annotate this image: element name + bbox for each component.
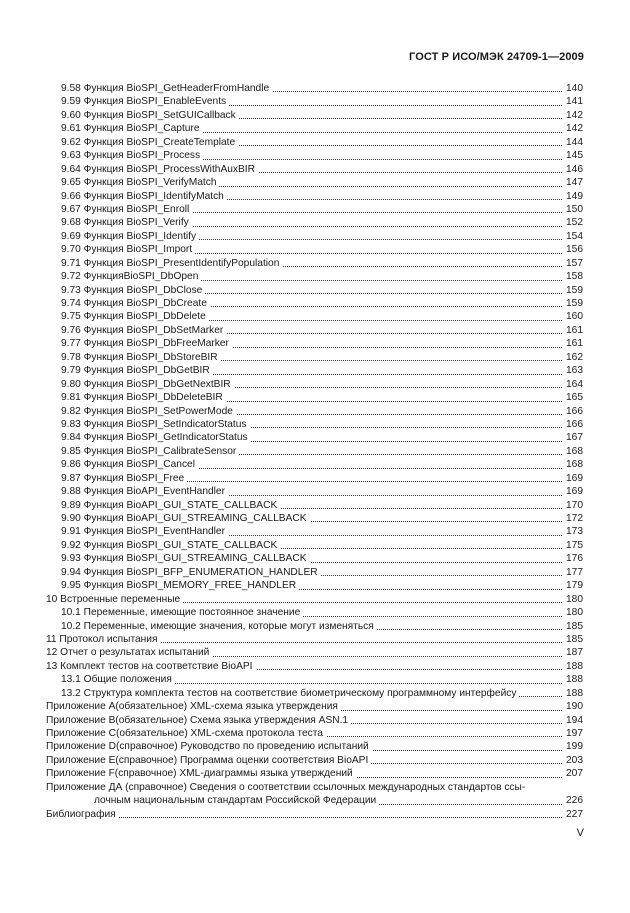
toc-entry-title: 9.86 Функция BioSPI_Cancel: [61, 458, 198, 471]
toc-entry-title: 9.79 Функция BioSPI_DbGetBIR: [61, 364, 213, 377]
toc-entry-title: 9.58 Функция BioSPI_GetHeaderFromHandle: [61, 82, 272, 95]
toc-entry: [0, 122, 630, 135]
toc-entry-title: Приложение F(справочное) XML-диаграммы языка утверждений: [46, 767, 356, 780]
toc-entry: [0, 337, 630, 350]
toc-entry-title: 9.75 Функция BioSPI_DbDelete: [61, 310, 209, 323]
toc-entry-title: 9.63 Функция BioSPI_Process: [61, 149, 203, 162]
toc-entry-title: 9.61 Функция BioSPI_Capture: [61, 122, 203, 135]
toc-entry: [0, 418, 630, 431]
toc-entry: [0, 687, 630, 700]
toc-entry: [0, 646, 630, 659]
toc-entry-title: 10.2 Переменные, имеющие значения, которые могут изменяться: [61, 620, 377, 633]
toc-entry-page: 159: [562, 297, 583, 310]
toc-entry: [0, 203, 630, 216]
toc-leader-dots: [46, 817, 562, 818]
toc-entry-title: 10 Встроенные переменные: [46, 593, 183, 606]
toc-entry-page: 172: [562, 512, 583, 525]
toc-entry: [0, 512, 630, 525]
toc-entry: [0, 230, 630, 243]
toc-entry: [0, 284, 630, 297]
toc-entry-page: 161: [562, 324, 583, 337]
toc-entry-title: Приложение D(справочное) Руководство по проведению испытаний: [46, 740, 372, 753]
toc-entry-page: 152: [562, 216, 583, 229]
toc-entry: [0, 270, 630, 283]
toc-entry-page: 168: [562, 445, 583, 458]
toc-entry: [0, 727, 630, 740]
toc-entry: [0, 552, 630, 565]
toc-entry: [0, 700, 630, 713]
toc-entry: [0, 525, 630, 538]
toc-entry: [0, 95, 630, 108]
toc-entry-page: 188: [562, 687, 583, 700]
toc-entry-title: 9.95 Функция BioSPI_MEMORY_FREE_HANDLER: [61, 579, 299, 592]
toc-entry: [0, 405, 630, 418]
toc-entry: [0, 566, 630, 579]
toc-entry-title: 13 Комплект тестов на соответствие BioAPI: [46, 660, 256, 673]
toc-entry-page: 197: [562, 727, 583, 740]
toc-entry-title: 9.74 Функция BioSPI_DbCreate: [61, 297, 210, 310]
toc-entry-title: 9.69 Функция BioSPI_Identify: [61, 230, 199, 243]
toc-entry-title: 9.88 Функция BioAPI_EventHandler: [61, 485, 228, 498]
toc-entry-title: 9.65 Функция BioSPI_VerifyMatch: [61, 176, 219, 189]
toc-entry-page: 144: [562, 136, 583, 149]
toc-entry-title: Приложение ДА (справочное) Сведения о соответствии ссылочных международных стандартов ссы-: [46, 781, 528, 794]
toc-entry: [0, 431, 630, 444]
toc-entry-page: 161: [562, 337, 583, 350]
toc-entry: [0, 472, 630, 485]
toc-entry-page: 188: [562, 673, 583, 686]
toc-entry-title: 11 Протокол испытания: [46, 633, 161, 646]
toc-entry-title: 9.85 Функция BioSPI_CalibrateSensor: [61, 445, 239, 458]
toc-entry-page: 177: [562, 566, 583, 579]
toc-entry: [0, 458, 630, 471]
toc-entry: [0, 445, 630, 458]
toc-entry-page: 188: [562, 660, 583, 673]
toc-entry: [0, 176, 630, 189]
toc-entry: [0, 485, 630, 498]
toc-entry: [0, 136, 630, 149]
toc-entry-page: 169: [562, 485, 583, 498]
toc-entry-page: 140: [562, 82, 583, 95]
toc-entry-title: 9.59 Функция BioSPI_EnableEvents: [61, 95, 229, 108]
toc-entry-page: 159: [562, 284, 583, 297]
toc-entry-page: 146: [562, 163, 583, 176]
toc-entry: [0, 499, 630, 512]
toc-entry-title: 9.73 Функция BioSPI_DbClose: [61, 284, 205, 297]
toc-entry-title: 9.71 Функция BioSPI_PresentIdentifyPopulation: [61, 257, 282, 270]
toc-entry: [0, 216, 630, 229]
toc-entry-page: 187: [562, 646, 583, 659]
toc-entry-page: 173: [562, 525, 583, 538]
toc-entry-title: 9.77 Функция BioSPI_DbFreeMarker: [61, 337, 232, 350]
toc-entry-page: 157: [562, 257, 583, 270]
toc-entry-title: 9.87 Функция BioSPI_Free: [61, 472, 187, 485]
toc-entry-page: 142: [562, 122, 583, 135]
toc-entry-title: 9.83 Функция BioSPI_SetIndicatorStatus: [61, 418, 250, 431]
toc-entry-page: 168: [562, 458, 583, 471]
toc-entry: [0, 391, 630, 404]
toc-entry-title: 9.78 Функция BioSPI_DbStoreBIR: [61, 351, 221, 364]
toc-entry-page: 180: [562, 593, 583, 606]
toc-entry-title: 9.94 Функция BioSPI_BFP_ENUMERATION_HANDLER: [61, 566, 321, 579]
toc-entry-title: 9.76 Функция BioSPI_DbSetMarker: [61, 324, 226, 337]
toc-entry-page: 176: [562, 552, 583, 565]
toc-entry: [0, 149, 630, 162]
toc-entry: [0, 190, 630, 203]
toc-entry: [0, 593, 630, 606]
toc-entry: [0, 781, 630, 808]
toc-entry-page: 180: [562, 606, 583, 619]
toc-entry-title: 9.64 Функция BioSPI_ProcessWithAuxBIR: [61, 163, 258, 176]
toc-entry: [0, 378, 630, 391]
toc-entry-title: 9.84 Функция BioSPI_GetIndicatorStatus: [61, 431, 251, 444]
toc-entry: [0, 109, 630, 122]
toc-entry: [0, 620, 630, 633]
toc-entry-title: 13.2 Структура комплекта тестов на соответствие биометрическому программному интерфейсу: [61, 687, 519, 700]
toc-entry-title: 10.1 Переменные, имеющие постоянное значение: [61, 606, 303, 619]
toc-entry-page: 149: [562, 190, 583, 203]
toc-entry: [0, 714, 630, 727]
toc-entry-page: 185: [562, 620, 583, 633]
toc-entry-page: 147: [562, 176, 583, 189]
toc-entry: [0, 297, 630, 310]
toc-entry-title: 9.68 Функция BioSPI_Verify: [61, 216, 192, 229]
toc-entry-page: 160: [562, 310, 583, 323]
toc-entry-page: 185: [562, 633, 583, 646]
toc-entry: [0, 324, 630, 337]
toc-entry-page: 145: [562, 149, 583, 162]
toc-entry: [0, 767, 630, 780]
toc-entry-page: 165: [562, 391, 583, 404]
toc-entry-page: 194: [562, 714, 583, 727]
toc-entry-title: 9.89 Функция BioAPI_GUI_STATE_CALLBACK: [61, 499, 280, 512]
toc-entry-page: 226: [562, 794, 583, 807]
toc-entry: [0, 539, 630, 552]
toc-entry-page: 158: [562, 270, 583, 283]
toc-entry: [0, 633, 630, 646]
toc-entry-title: 9.82 Функция BioSPI_SetPowerMode: [61, 405, 236, 418]
toc-entry-page: 179: [562, 579, 583, 592]
toc-entry-title-continued: лочным национальным стандартам Российской Федерации: [94, 794, 379, 807]
toc-entry: [0, 257, 630, 270]
toc-entry-title: Библиография: [46, 808, 119, 821]
toc-entry-title: 9.92 Функция BioSPI_GUI_STATE_CALLBACK: [61, 539, 280, 552]
toc-entry-title: 9.60 Функция BioSPI_SetGUICallback: [61, 109, 239, 122]
toc-entry-page: 154: [562, 230, 583, 243]
toc-entry: [0, 364, 630, 377]
toc-entry-title: Приложение E(справочное) Программа оценки соответствия BioAPI: [46, 754, 371, 767]
toc-entry-page: 175: [562, 539, 583, 552]
toc-entry-page: 167: [562, 431, 583, 444]
toc-entry-page: 199: [562, 740, 583, 753]
toc-entry-title: Приложение B(обязательное) Схема языка утверждения ASN.1: [46, 714, 351, 727]
toc-entry-title: 9.81 Функция BioSPI_DbDeleteBIR: [61, 391, 226, 404]
toc-entry-page: 142: [562, 109, 583, 122]
toc-entry: [0, 351, 630, 364]
toc-entry: [0, 310, 630, 323]
toc-entry-title: 9.72 ФункцияBioSPI_DbOpen: [61, 270, 201, 283]
toc-entry-title: 9.91 Функция BioSPI_EventHandler: [61, 525, 228, 538]
toc-entry-title: 9.67 Функция BioSPI_Enroll: [61, 203, 192, 216]
toc-entry: [0, 606, 630, 619]
toc-entry: [0, 740, 630, 753]
toc-entry-page: 203: [562, 754, 583, 767]
toc-entry-title: 9.62 Функция BioSPI_CreateTemplate: [61, 136, 238, 149]
toc-entry-title: 13.1 Общие положения: [61, 673, 175, 686]
toc-entry-title: 9.66 Функция BioSPI_IdentifyMatch: [61, 190, 227, 203]
toc-entry-page: 164: [562, 378, 583, 391]
toc-entry-page: 227: [562, 808, 583, 821]
toc-entry-page: 169: [562, 472, 583, 485]
toc-entry-page: 156: [562, 243, 583, 256]
toc-entry-page: 170: [562, 499, 583, 512]
toc-entry-title: 12 Отчет о результатах испытаний: [46, 646, 212, 659]
toc-entry-page: 190: [562, 700, 583, 713]
toc-entry-page: 162: [562, 351, 583, 364]
toc-entry-title: 9.80 Функция BioSPI_DbGetNextBIR: [61, 378, 234, 391]
toc-entry: [0, 163, 630, 176]
toc-entry-page: 163: [562, 364, 583, 377]
toc-entry: [0, 754, 630, 767]
toc-entry: [0, 673, 630, 686]
document-header: ГОСТ Р ИСО/МЭК 24709-1—2009: [409, 51, 584, 63]
toc-entry-page: 166: [562, 405, 583, 418]
toc-entry-title: 9.90 Функция BioAPI_GUI_STREAMING_CALLBACK: [61, 512, 310, 525]
toc-entry: [0, 82, 630, 95]
toc-entry-page: 150: [562, 203, 583, 216]
toc-entry: [0, 243, 630, 256]
toc-entry: [0, 579, 630, 592]
toc-entry: [0, 808, 630, 821]
page-number: V: [576, 827, 584, 839]
toc-entry-title: Приложение C(обязательное) XML-схема протокола теста: [46, 727, 326, 740]
toc-entry-page: 141: [562, 95, 583, 108]
table-of-contents: [0, 82, 630, 821]
toc-entry: [0, 660, 630, 673]
toc-entry-title: 9.70 Функция BioSPI_Import: [61, 243, 195, 256]
toc-entry-page: 166: [562, 418, 583, 431]
toc-entry-title: 9.93 Функция BioSPI_GUI_STREAMING_CALLBACK: [61, 552, 310, 565]
toc-entry-title: Приложение A(обязательное) XML-схема языка утверждения: [46, 700, 341, 713]
toc-entry-page: 207: [562, 767, 583, 780]
